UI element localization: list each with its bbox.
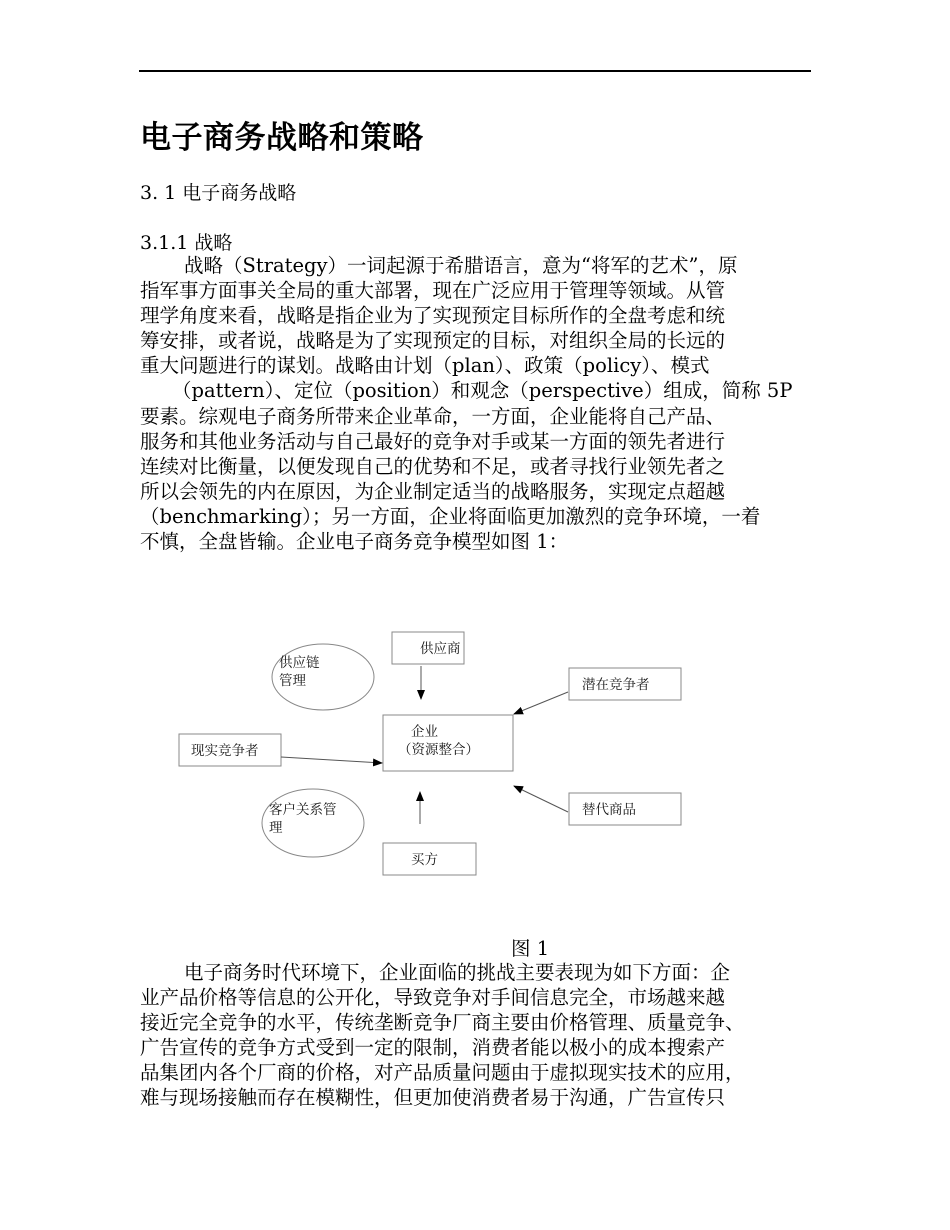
arrow-actual-competitor-to-enterprise	[281, 757, 382, 763]
substitute-label: 替代商品	[582, 802, 636, 818]
header-rule	[139, 70, 811, 72]
paragraph-line: 要素。综观电子商务所带来企业革命，一方面，企业能将自己产品、	[140, 404, 726, 428]
actual-competitor-node	[179, 734, 281, 766]
actual-competitor-label: 现实竞争者	[191, 743, 259, 759]
enterprise-label-1: 企业	[411, 724, 438, 740]
arrow-potential-competitor-to-enterprise	[514, 692, 568, 714]
paragraph-line: 广告宣传的竞争方式受到一定的限制，消费者能以极小的成本搜索产	[140, 1036, 726, 1060]
potential-competitor-label: 潜在竞争者	[582, 677, 650, 693]
paragraph-line: 难与现场接触而存在模糊性，但更加使消费者易于沟通，广告宣传只	[140, 1086, 726, 1110]
paragraph-line: （benchmarking）；另一方面，企业将面临更加激烈的竞争环境，一着	[140, 504, 761, 528]
paragraph-line: 连续对比衡量，以便发现自己的优势和不足，或者寻找行业领先者之	[140, 454, 726, 478]
buyer-label: 买方	[411, 852, 438, 868]
paragraph-line: 理学角度来看，战略是指企业为了实现预定目标所作的全盘考虑和统	[140, 304, 726, 328]
crm-node	[262, 789, 364, 857]
crm-label-2: 理	[269, 820, 283, 836]
paragraph-line: 重大问题进行的谋划。战略由计划（plan）、政策（policy）、模式	[140, 354, 710, 378]
paragraph-line: 业产品价格等信息的公开化，导致竞争对手间信息完全，市场越来越	[140, 986, 726, 1010]
buyer-node	[383, 843, 476, 875]
supply-chain-node	[272, 644, 374, 710]
competition-model-diagram	[170, 625, 700, 885]
paragraph-line: 服务和其他业务活动与自己最好的竞争对手或某一方面的领先者进行	[140, 429, 726, 453]
enterprise-label-2: （资源整合）	[398, 742, 479, 758]
paragraph-line: （pattern）、定位（position）和观念（perspective）组成，简称 5P	[172, 379, 793, 403]
paragraph-line: 品集团内各个厂商的价格，对产品质量问题由于虚拟现实技术的应用，	[140, 1061, 745, 1085]
figure-caption: 图 1	[511, 937, 550, 960]
paragraph-line: 不慎，全盘皆输。企业电子商务竞争模型如图 1：	[140, 530, 569, 554]
paragraph-line: 筹安排，或者说，战略是为了实现预定的目标，对组织全局的长远的	[140, 329, 726, 353]
supply-chain-label-2: 管理	[279, 673, 306, 689]
enterprise-node	[383, 715, 513, 771]
paragraph-line: 接近完全竞争的水平，传统垄断竞争厂商主要由价格管理、质量竞争、	[140, 1011, 745, 1035]
crm-label-1: 客户关系管	[269, 802, 337, 818]
paragraph-line: 指军事方面事关全局的重大部署，现在广泛应用于管理等领域。从管	[140, 279, 726, 303]
section-heading: 3. 1 电子商务战略	[140, 182, 297, 204]
subsection-heading: 3.1.1 战略	[140, 232, 233, 254]
substitute-node	[569, 793, 681, 825]
supplier-node	[392, 632, 464, 664]
paragraph-strategy	[140, 253, 812, 554]
arrow-substitute-to-enterprise	[514, 786, 568, 812]
document-title: 电子商务战略和策略	[140, 120, 424, 156]
paragraph-line: 战略（Strategy）一词起源于希腊语言，意为“将军的艺术”，原	[184, 254, 738, 277]
paragraph-line: 所以会领先的内在原因，为企业制定适当的战略服务，实现定点超越	[140, 479, 726, 503]
paragraph-challenges	[140, 960, 812, 1111]
paragraph-line: 电子商务时代环境下，企业面临的挑战主要表现为如下方面：企	[184, 961, 731, 984]
potential-competitor-node	[569, 668, 681, 700]
supplier-label: 供应商	[420, 641, 461, 657]
supply-chain-label-1: 供应链	[279, 655, 320, 671]
